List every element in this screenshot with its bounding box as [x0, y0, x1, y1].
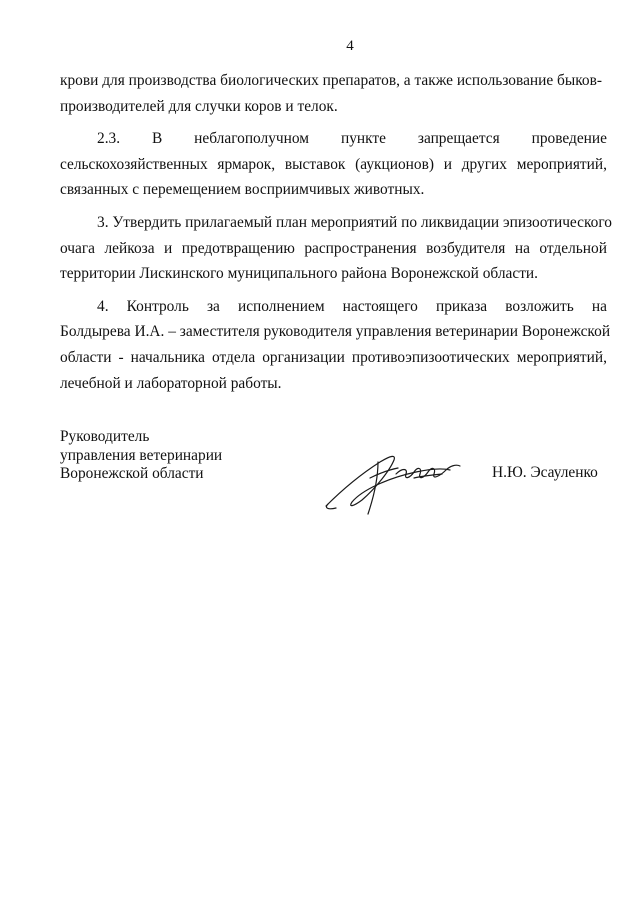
word: отдела [212, 348, 256, 366]
document-body [60, 68, 612, 396]
handwritten-signature [318, 448, 468, 518]
word: на [514, 239, 530, 257]
word: отдельной [539, 239, 607, 257]
paragraph-1 [60, 68, 607, 119]
word: на [591, 297, 607, 315]
word: других [461, 155, 507, 173]
word: запрещается [417, 130, 500, 148]
word: и [164, 239, 173, 257]
word: ярмарок, [217, 155, 276, 173]
paragraph-1-line-2: производителей для случки коров и телок. [60, 97, 338, 115]
paragraph-2-3 [60, 126, 607, 203]
word: и [443, 155, 452, 173]
paragraph-3 [60, 210, 612, 287]
word: выставок [284, 155, 346, 173]
word: сельскохозяйственных [60, 155, 208, 173]
word: исполнением [237, 297, 325, 315]
word: - [118, 348, 124, 366]
word: организации [262, 348, 345, 366]
word: предотвращению [181, 239, 295, 257]
signatory-title-line-2: управления ветеринарии [60, 446, 223, 464]
word: возбудителя [426, 239, 506, 257]
word: лейкоза [104, 239, 155, 257]
word: противоэпизоотических [351, 348, 510, 366]
word: распространения [304, 239, 417, 257]
paragraph-4-line-1 [60, 294, 607, 320]
word: мероприятий, [516, 155, 607, 173]
word: неблагополучном [194, 130, 310, 148]
signatory-name: Н.Ю. Эсауленко [492, 464, 598, 481]
word: настоящего [342, 297, 418, 315]
signatory-title-line-1: Руководитель [60, 428, 150, 445]
signatory-title-line-3: Воронежской области [60, 465, 204, 482]
paragraph-3-line-2 [60, 236, 607, 262]
paragraph-2-3-line-3: связанных с перемещением восприимчивых животных. [60, 181, 425, 199]
word: начальника [130, 348, 205, 366]
paragraph-1-line-1: крови для производства биологических препаратов, а также использование быков- [60, 72, 602, 89]
word: пункте [340, 130, 386, 148]
paragraph-4 [60, 294, 611, 396]
page-number: 4 [346, 38, 354, 54]
word: области [60, 348, 112, 366]
paragraph-2-3-line-2 [60, 152, 607, 178]
paragraph-4-line-3 [60, 345, 607, 371]
word: мероприятий, [516, 348, 607, 366]
paragraph-4-line-4: лечебной и лабораторной работы. [60, 374, 282, 392]
paragraph-3-line-1: 3. Утвердить прилагаемый план мероприятий по ликвидации эпизоотического [97, 213, 612, 231]
word: проведение [531, 130, 607, 148]
word: Контроль [126, 297, 189, 315]
word: за [206, 297, 220, 315]
word: (аукционов) [355, 155, 434, 173]
paragraph-4-line-2: Болдырева И.А. – заместителя руководителя управления ветеринарии Воронежской [60, 323, 611, 341]
word: В [152, 130, 163, 148]
word: возложить [505, 297, 574, 315]
word: приказа [435, 297, 488, 315]
word: 4. [97, 297, 109, 315]
paragraph-2-3-line-1 [60, 126, 607, 152]
word: очага [60, 239, 96, 257]
signatory-title [60, 428, 222, 484]
paragraph-3-line-3: территории Лискинского муниципального района Воронежской области. [60, 265, 539, 283]
word: 2.3. [97, 130, 121, 148]
